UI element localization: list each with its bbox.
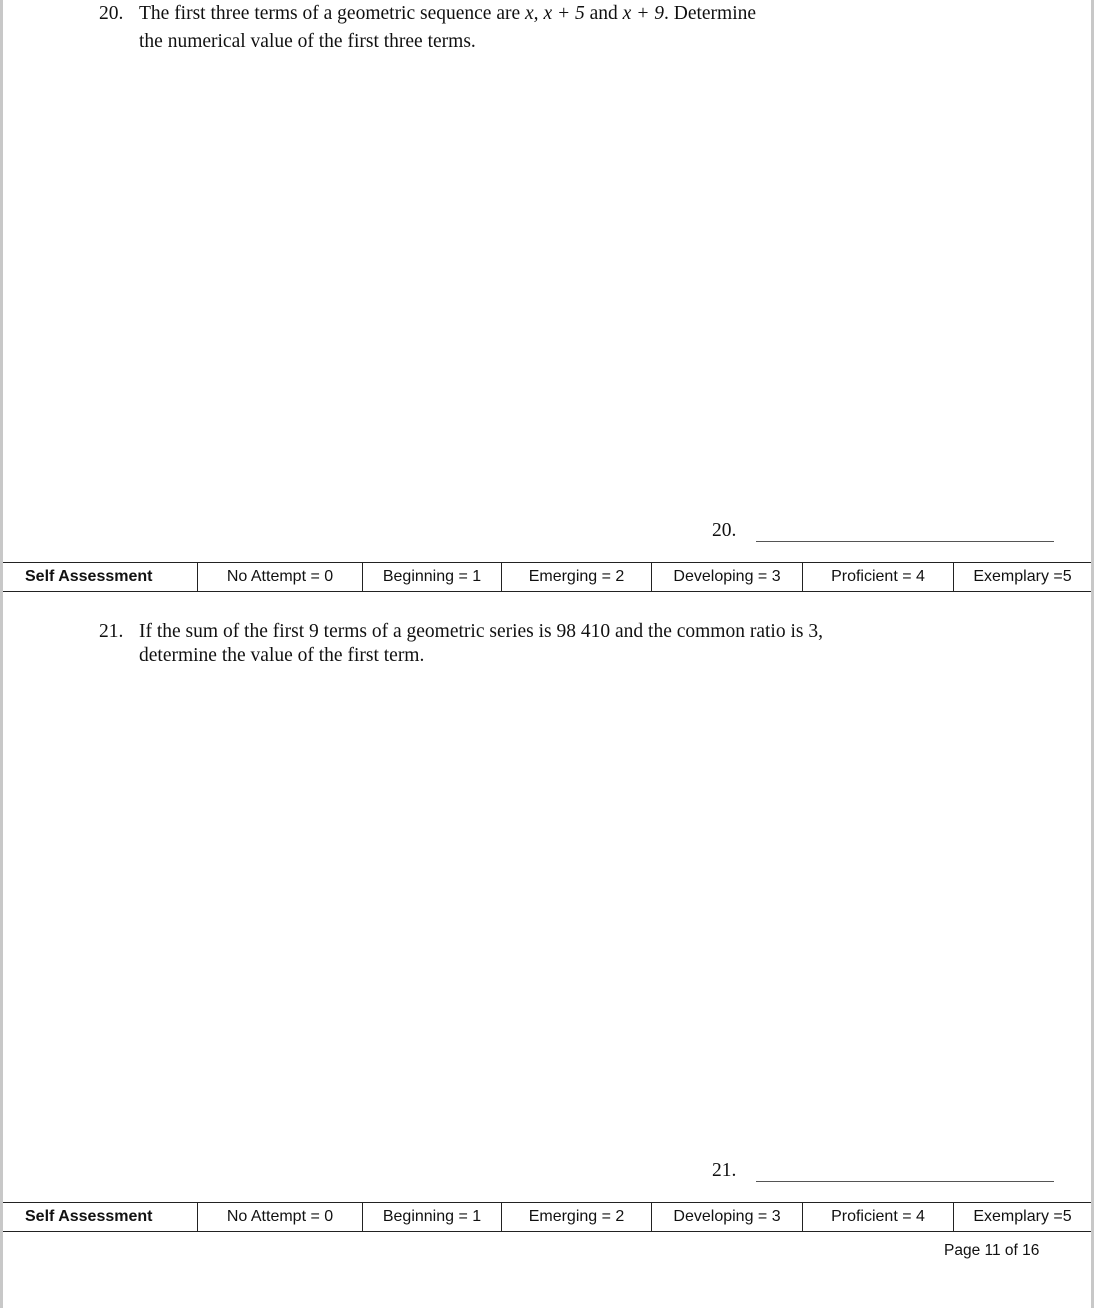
- level-exemplary[interactable]: Exemplary =5: [953, 1203, 1091, 1231]
- question-text-line-1: [139, 1, 756, 26]
- question-text-line-2: determine the value of the first term.: [139, 645, 425, 666]
- page-number: Page 11 of 16: [944, 1242, 1040, 1259]
- math-x-plus-9: x + 9: [622, 3, 664, 24]
- question-number: 20.: [99, 3, 124, 24]
- level-beginning[interactable]: Beginning = 1: [362, 1203, 501, 1231]
- question-text: The first three terms of a geometric sequence are: [139, 3, 521, 24]
- answer-label-21: 21.: [712, 1160, 737, 1181]
- self-assessment-table-20: [3, 562, 1091, 592]
- answer-line-20[interactable]: [756, 541, 1054, 542]
- question-text-line-1: If the sum of the first 9 terms of a geometric series is 98 410 and the common ratio is 3,: [139, 621, 823, 642]
- level-no-attempt[interactable]: No Attempt = 0: [197, 563, 362, 591]
- self-assessment-header: Self Assessment: [25, 1208, 153, 1225]
- level-proficient[interactable]: Proficient = 4: [802, 563, 953, 591]
- level-proficient[interactable]: Proficient = 4: [802, 1203, 953, 1231]
- self-assessment-header: Self Assessment: [25, 568, 153, 585]
- question-text-end: . Determine: [664, 3, 757, 24]
- answer-label-20: 20.: [712, 520, 737, 541]
- answer-line-21[interactable]: [756, 1181, 1054, 1182]
- question-number: 21.: [99, 621, 124, 642]
- level-developing[interactable]: Developing = 3: [651, 563, 802, 591]
- question-text-line-2: the numerical value of the first three terms.: [139, 31, 476, 52]
- math-x: x,: [525, 3, 539, 24]
- page-left-edge: [0, 0, 3, 1308]
- level-emerging[interactable]: Emerging = 2: [501, 563, 651, 591]
- level-beginning[interactable]: Beginning = 1: [362, 563, 501, 591]
- math-x-plus-5: x + 5: [543, 3, 585, 24]
- level-no-attempt[interactable]: No Attempt = 0: [197, 1203, 362, 1231]
- level-exemplary[interactable]: Exemplary =5: [953, 563, 1091, 591]
- level-emerging[interactable]: Emerging = 2: [501, 1203, 651, 1231]
- self-assessment-table-21: [3, 1202, 1091, 1232]
- conjunction: and: [589, 3, 618, 24]
- level-developing[interactable]: Developing = 3: [651, 1203, 802, 1231]
